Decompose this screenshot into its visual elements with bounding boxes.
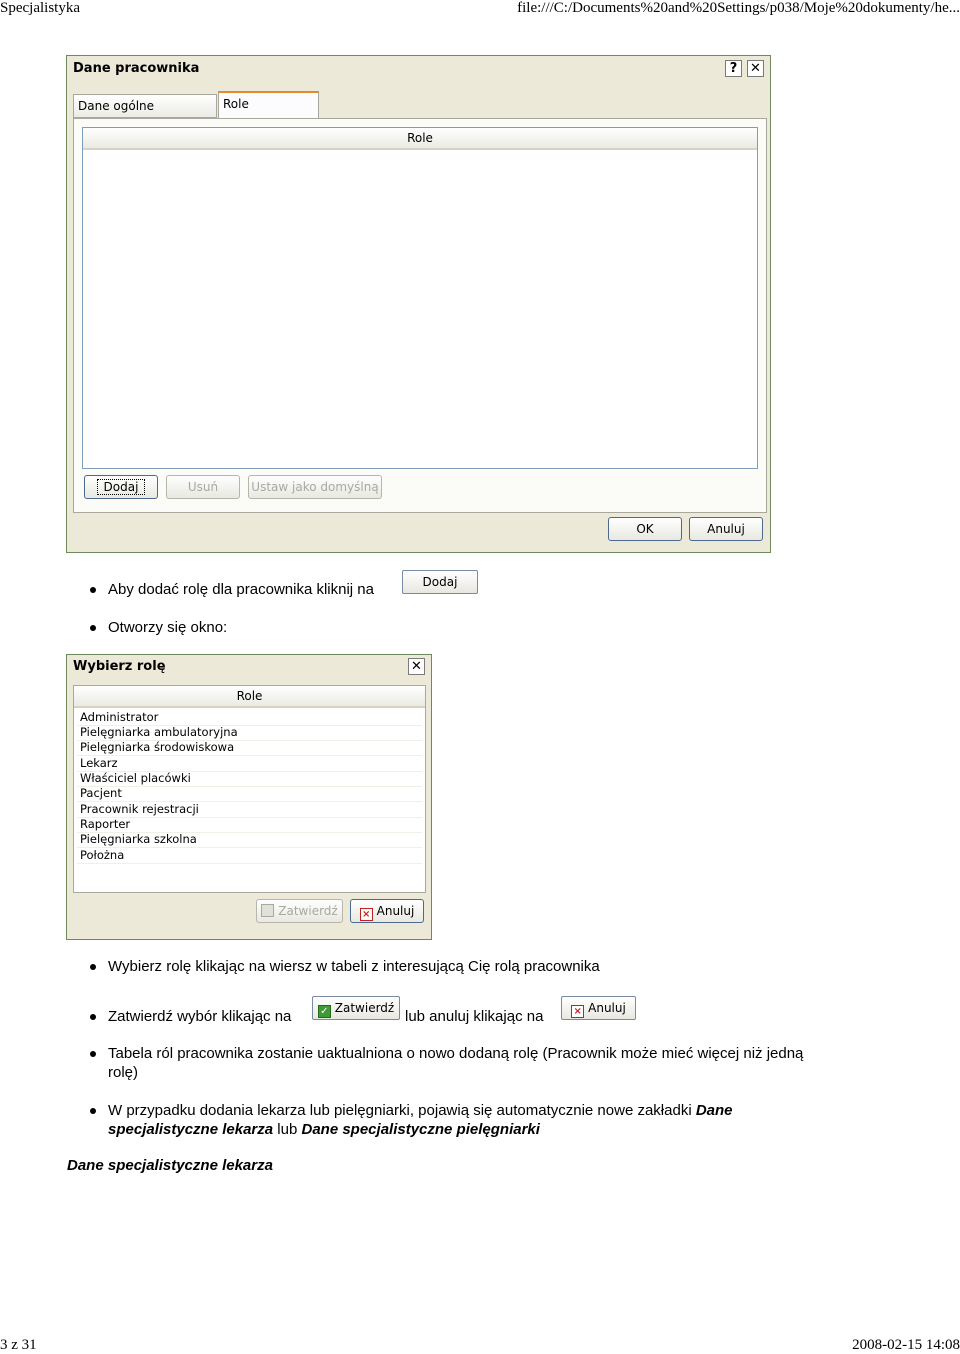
cross-icon: ×: [360, 908, 373, 921]
bullet-table-updated-line1: Tabela ról pracownika zostanie uaktualniona o nowo dodaną rolę (Pracownik może mieć więcej niż jedną: [108, 1045, 804, 1062]
cross-icon: ×: [571, 1005, 584, 1018]
bullet-window-opens-text: Otworzy się okno:: [108, 619, 228, 636]
inline-confirm-button-image: [312, 996, 400, 1020]
new-tabs-or: lub: [277, 1121, 298, 1138]
tab-employee-roles[interactable]: Role: [218, 91, 319, 119]
inline-cancel-button-image: [561, 996, 636, 1020]
cancel-role-button-label: Anuluj: [376, 904, 415, 918]
cancel-role-button[interactable]: [350, 899, 424, 923]
new-tabs-text: W przypadku dodania lekarza lub pielęgniarki, pojawią się automatycznie nowe zakładki: [108, 1102, 692, 1119]
roles-grid[interactable]: [82, 127, 758, 469]
employee-dialog: [66, 55, 771, 553]
remove-button[interactable]: Usuń: [166, 475, 240, 499]
bullet-new-tabs-line2: [108, 1120, 540, 1139]
confirm-button-label: Zatwierdź: [278, 904, 338, 918]
add-button-label: Dodaj: [98, 480, 145, 494]
role-row[interactable]: Pielęgniarka szkolna: [77, 832, 422, 848]
bullet-dot: [90, 1108, 96, 1114]
role-row[interactable]: Pacjent: [77, 786, 422, 802]
new-tabs-emph: Dane: [695, 1102, 733, 1119]
tab-general-data[interactable]: Dane ogólne: [73, 94, 217, 118]
bullet-dot: [90, 587, 96, 593]
cancel-button[interactable]: Anuluj: [689, 517, 763, 541]
choose-role-dialog-title: Wybierz rolę: [73, 659, 166, 674]
bullet-dot: [90, 964, 96, 970]
add-button[interactable]: [84, 475, 158, 499]
role-row[interactable]: Raporter: [77, 817, 422, 833]
role-row[interactable]: Pracownik rejestracji: [77, 802, 422, 818]
roles-column-header[interactable]: Role: [83, 128, 757, 150]
section-heading: Dane specjalistyczne lekarza: [67, 1157, 273, 1174]
tab-name-doctor: specjalistyczne lekarza: [108, 1121, 274, 1138]
role-row[interactable]: Lekarz: [77, 756, 422, 772]
header-left: Specjalistyka: [0, 0, 80, 16]
help-icon[interactable]: ?: [725, 60, 742, 77]
inline-confirm-label: Zatwierdź: [334, 1001, 395, 1015]
checkbox-icon: [261, 904, 274, 917]
bullet-dot: [90, 1014, 96, 1020]
check-icon: ✓: [318, 1005, 331, 1018]
bullet-add-role-text: Aby dodać rolę dla pracownika kliknij na: [108, 581, 374, 598]
roles-tab-panel: [73, 118, 767, 513]
role-list-grid[interactable]: [73, 685, 426, 893]
bullet-dot: [90, 1051, 96, 1057]
bullet-cancel-text: lub anuluj klikając na: [405, 1008, 544, 1025]
tab-name-nurse: Dane specjalistyczne pielęgniarki: [301, 1121, 540, 1138]
bullet-confirm-text: Zatwierdź wybór klikając na: [108, 1008, 292, 1025]
bullet-new-tabs-line1: [108, 1101, 733, 1120]
set-default-button[interactable]: Ustaw jako domyślną: [248, 475, 382, 499]
inline-cancel-label: Anuluj: [588, 1001, 626, 1015]
employee-dialog-title: Dane pracownika: [73, 61, 200, 76]
bullet-choose-role-text: Wybierz rolę klikając na wiersz w tabeli z interesującą Cię rolą pracownika: [108, 958, 600, 975]
role-column-header[interactable]: Role: [74, 686, 425, 708]
role-row[interactable]: Pielęgniarka ambulatoryjna: [77, 725, 422, 741]
inline-add-button-image: Dodaj: [402, 570, 478, 594]
header-right: file:///C:/Documents%20and%20Settings/p038/Moje%20dokumenty/he...: [517, 0, 960, 16]
footer-page-number: 3 z 31: [0, 1337, 37, 1353]
footer-timestamp: 2008-02-15 14:08: [852, 1337, 960, 1353]
confirm-button[interactable]: [256, 899, 343, 923]
role-row[interactable]: Położna: [77, 848, 422, 864]
close-icon[interactable]: ✕: [747, 60, 764, 77]
choose-role-dialog: [66, 654, 432, 940]
role-row[interactable]: Administrator: [77, 710, 422, 726]
ok-button[interactable]: OK: [608, 517, 682, 541]
bullet-dot: [90, 625, 96, 631]
close-icon[interactable]: ✕: [408, 658, 425, 675]
role-row[interactable]: Właściciel placówki: [77, 771, 422, 787]
bullet-table-updated-line2: rolę): [108, 1064, 139, 1081]
role-row[interactable]: Pielęgniarka środowiskowa: [77, 740, 422, 756]
